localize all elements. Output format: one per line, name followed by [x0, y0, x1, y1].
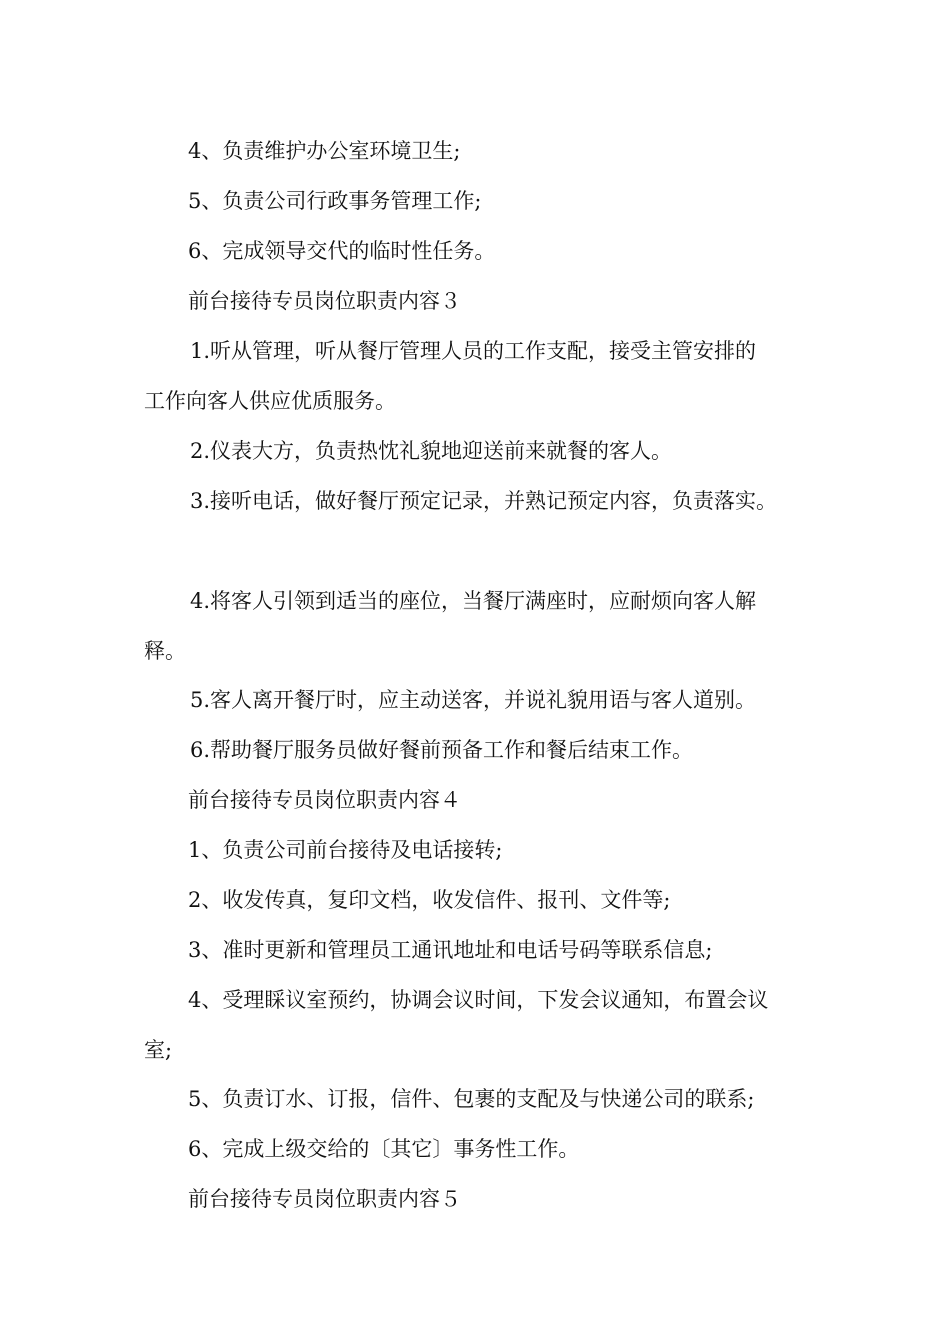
list-item: 6.帮助餐厅服务员做好餐前预备工作和餐后结束工作。 — [190, 738, 694, 762]
list-item: 4、负责维护办公室环境卫生; — [188, 139, 461, 163]
list-item: 4、受理睬议室预约，协调会议时间，下发会议通知，布置会议 — [188, 988, 769, 1012]
section-heading: 前台接待专员岗位职责内容３ — [188, 289, 461, 313]
list-item: 6、完成上级交给的〔其它〕事务性工作。 — [188, 1137, 580, 1161]
list-item: 4.将客人引领到适当的座位，当餐厅满座时，应耐烦向客人解 — [190, 589, 757, 613]
list-item: 2.仪表大方，负责热忱礼貌地迎送前来就餐的客人。 — [190, 439, 673, 463]
list-item: 2、收发传真，复印文档，收发信件、报刊、文件等; — [188, 888, 671, 912]
section-heading: 前台接待专员岗位职责内容４ — [188, 788, 461, 812]
list-item: 5、负责公司行政事务管理工作; — [188, 189, 482, 213]
list-item: 5、负责订水、订报，信件、包裹的支配及与快递公司的联系; — [188, 1087, 755, 1111]
list-item: 5.客人离开餐厅时，应主动送客，并说礼貌用语与客人道别。 — [190, 688, 757, 712]
list-item: 3.接听电话，做好餐厅预定记录，并熟记预定内容，负责落实。 — [190, 489, 778, 513]
list-item: 6、完成领导交代的临时性任务。 — [188, 239, 496, 263]
list-item: 3、准时更新和管理员工通讯地址和电话号码等联系信息; — [188, 938, 713, 962]
list-item-continuation: 释。 — [144, 639, 186, 663]
list-item-continuation: 室; — [144, 1038, 173, 1062]
list-item: 1.听从管理，听从餐厅管理人员的工作支配，接受主管安排的 — [190, 339, 757, 363]
list-item: 1、负责公司前台接待及电话接转; — [188, 838, 503, 862]
list-item-continuation: 工作向客人供应优质服务。 — [144, 389, 396, 413]
section-heading: 前台接待专员岗位职责内容５ — [188, 1187, 461, 1211]
